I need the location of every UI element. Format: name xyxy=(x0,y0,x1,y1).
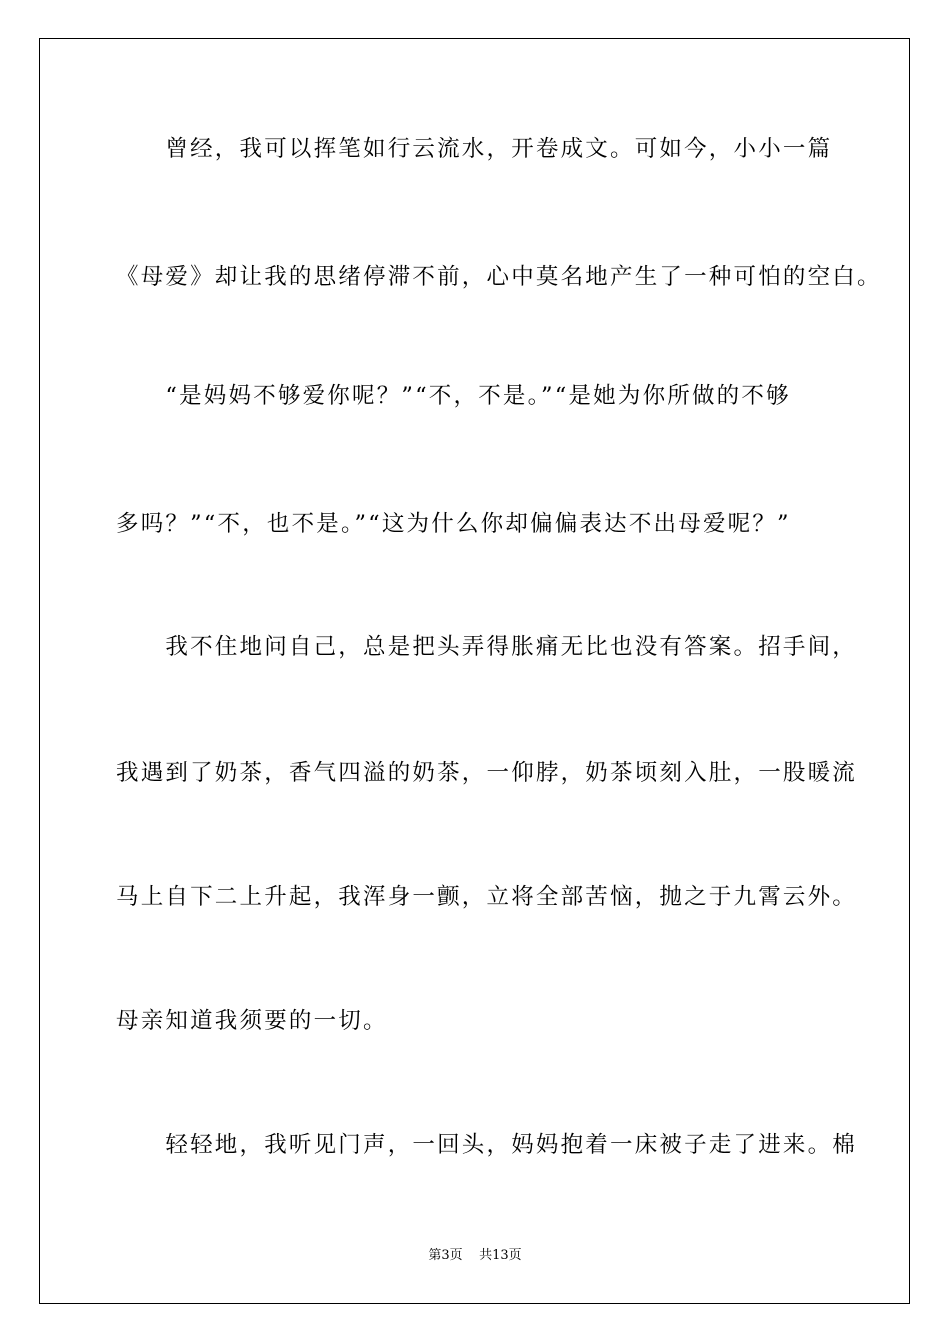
page-number: 第3页 xyxy=(428,1248,463,1263)
paragraph-line: “是妈妈不够爱你呢？”“不，不是。”“是她为你所做的不够 xyxy=(116,383,791,409)
paragraph-line: 母亲知道我须要的一切。 xyxy=(116,1008,388,1034)
paragraph-line: 多吗？”“不，也不是。”“这为什么你却偏偏表达不出母爱呢？” xyxy=(116,511,791,537)
paragraph-line: 曾经，我可以挥笔如行云流水，开卷成文。可如今，小小一篇 xyxy=(116,136,833,162)
paragraph-line: 《母爱》却让我的思绪停滞不前，心中莫名地产生了一种可怕的空白。 xyxy=(116,264,882,290)
paragraph-line: 马上自下二上升起，我浑身一颤，立将全部苦恼，抛之于九霄云外。 xyxy=(116,884,858,910)
paragraph-line: 我遇到了奶茶，香气四溢的奶茶，一仰脖，奶茶顷刻入肚，一股暖流 xyxy=(116,760,858,786)
page-footer xyxy=(0,1247,950,1265)
paragraph-line: 轻轻地，我听见门声，一回头，妈妈抱着一床被子走了进来。棉 xyxy=(116,1132,858,1158)
page-total: 共13页 xyxy=(479,1248,522,1263)
paragraph-line: 我不住地问自己，总是把头弄得胀痛无比也没有答案。招手间， xyxy=(116,634,858,660)
page-border xyxy=(39,38,910,1304)
